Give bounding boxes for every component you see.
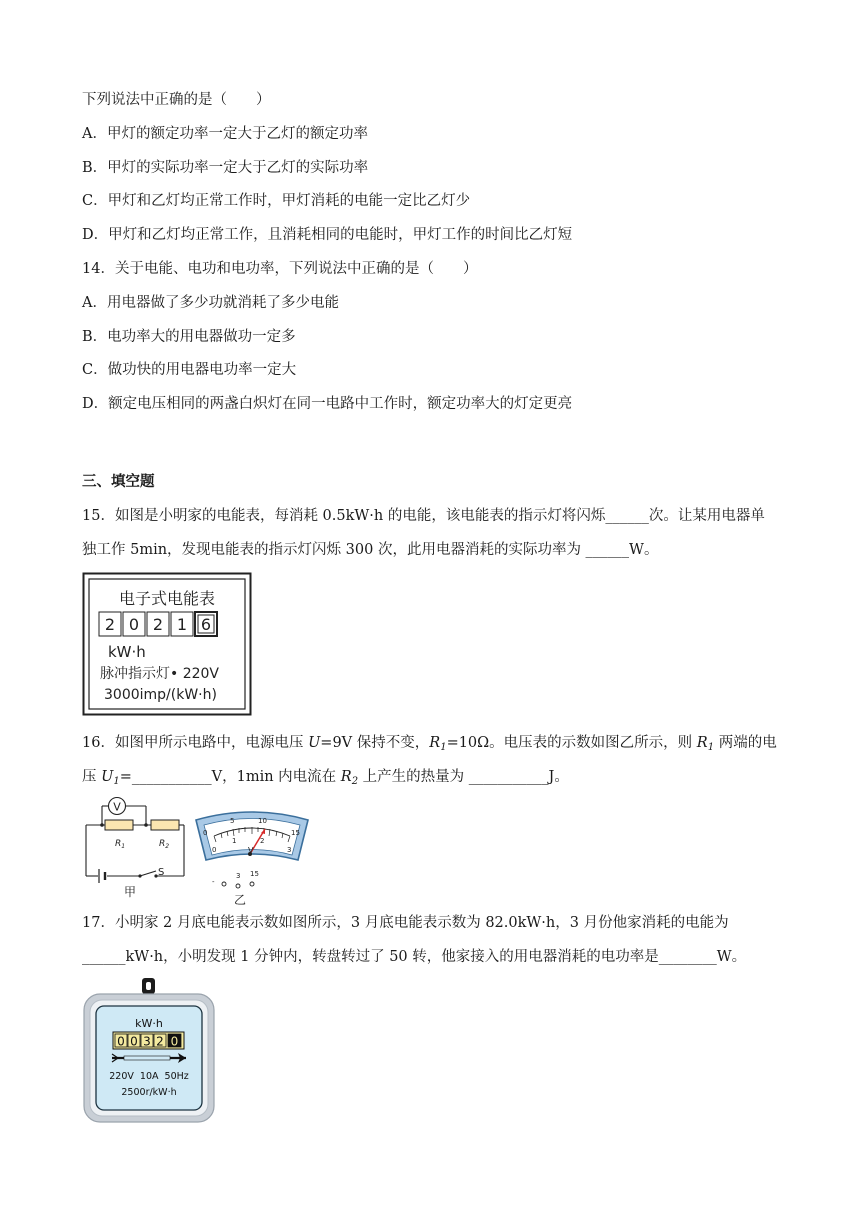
- resistor-r1-icon: [105, 820, 133, 830]
- dial-bottom-scale: 0: [212, 846, 217, 854]
- section-title: 三、填空题: [82, 473, 155, 490]
- dial-top-scale: 0: [203, 829, 208, 837]
- terminal-label: 15: [250, 870, 259, 878]
- q16-line2: 压 $U_1=\_\_\_\_\_\_\_\_\_\_\_V$，1min 内电流在 $R_2$ 上产生的热量为 ___________J。: [82, 769, 569, 787]
- meter2-constant: 2500r/kW·h: [121, 1087, 177, 1098]
- q14-option-b[interactable]: B．电功率大的用电器做功一定多: [82, 329, 296, 345]
- q14-option-d[interactable]: D．额定电压相同的两盏白炽灯在同一电路中工作时，额定功率大的灯定更亮: [82, 396, 573, 412]
- meter-constant: 3000imp/(kW·h): [104, 687, 217, 703]
- dial-caption: 乙: [233, 893, 247, 906]
- meter2-digit: 3: [143, 1034, 151, 1049]
- q14-stem: 14．关于电能、电功和电功率，下列说法中正确的是（ ）: [82, 261, 478, 277]
- q13-option-b[interactable]: B．甲灯的实际功率一定大于乙灯的实际功率: [82, 160, 369, 176]
- meter2-digit: 2: [156, 1034, 164, 1049]
- q17-line2: ______kW·h，小明发现 1 分钟内，转盘转过了 50 转，他家接入的用电器消耗的电功率是________W。: [82, 949, 747, 965]
- terminal-label: -: [212, 878, 215, 886]
- q16-line1: 16．如图甲所示电路中，电源电压 U=9V 保持不变，$R_1=10\Omega$。电压表的示数如图乙所示，则 $R_1$ 两端的电: [82, 735, 777, 753]
- meter-digit: 2: [104, 615, 116, 634]
- meter2-unit: kW·h: [135, 1017, 163, 1030]
- q15-electric-meter-figure: [82, 572, 252, 716]
- q15-line1: 15．如图是小明家的电能表，每消耗 0.5kW·h 的电能，该电能表的指示灯将闪烁______次。让某用电器单: [82, 508, 765, 524]
- meter-title: 电子式电能表: [118, 589, 216, 608]
- meter2-digit: 0: [117, 1034, 125, 1049]
- switch-label: S: [158, 867, 165, 878]
- meter-digit: 0: [128, 615, 140, 634]
- dial-top-scale: 5: [230, 817, 235, 825]
- q17-line1: 17．小明家 2 月底电能表示数如图所示，3 月底电能表示数为 82.0kW·h，3 月份他家消耗的电能为: [82, 915, 729, 931]
- q14-option-c[interactable]: C．做功快的用电器电功率一定大: [82, 362, 297, 378]
- meter-digit: 2: [152, 615, 164, 634]
- meter-digit: 1: [176, 615, 188, 634]
- circuit-caption: 甲: [123, 885, 137, 899]
- dial-top-scale: 15: [291, 829, 300, 837]
- q16-voltmeter-dial-figure: [190, 806, 315, 906]
- q13-stem: 下列说法中正确的是（ ）: [82, 92, 271, 108]
- meter-indicator: 脉冲指示灯• 220V: [100, 666, 220, 682]
- q17-electric-meter-figure: [82, 976, 216, 1124]
- meter2-specs: 220V 10A 50Hz: [109, 1071, 189, 1082]
- q13-option-a[interactable]: A．甲灯的额定功率一定大于乙灯的额定功率: [82, 126, 368, 142]
- q13-option-c[interactable]: C．甲灯和乙灯均正常工作时，甲灯消耗的电能一定比乙灯少: [82, 193, 471, 209]
- meter-unit: kW·h: [108, 643, 146, 661]
- voltmeter-label: V: [113, 800, 121, 814]
- dial-bottom-scale: 1: [232, 837, 237, 845]
- resistor-r2-icon: [151, 820, 179, 830]
- meter2-digit: 0: [170, 1034, 179, 1049]
- dial-top-scale: 10: [258, 817, 267, 825]
- terminal-label: 3: [236, 872, 241, 880]
- dial-bottom-scale: 2: [260, 837, 265, 845]
- dial-unit: V: [248, 846, 254, 855]
- r1-label: $R_1$: [115, 839, 126, 850]
- meter-digit-boxes: [99, 612, 217, 636]
- q14-option-a[interactable]: A．用电器做了多少功就消耗了多少电能: [82, 295, 339, 311]
- meter2-digit: 0: [130, 1034, 138, 1049]
- q16-circuit-diagram: [80, 792, 190, 900]
- dial-bottom-scale: 3: [287, 846, 292, 854]
- q15-line2: 独工作 5min，发现电能表的指示灯闪烁 300 次，此用电器消耗的实际功率为 ______W。: [82, 542, 659, 558]
- q13-option-d[interactable]: D．甲灯和乙灯均正常工作，且消耗相同的电能时，甲灯工作的时间比乙灯短: [82, 227, 573, 243]
- meter-digit: 6: [200, 615, 212, 634]
- r2-label: $R_2$: [159, 839, 170, 850]
